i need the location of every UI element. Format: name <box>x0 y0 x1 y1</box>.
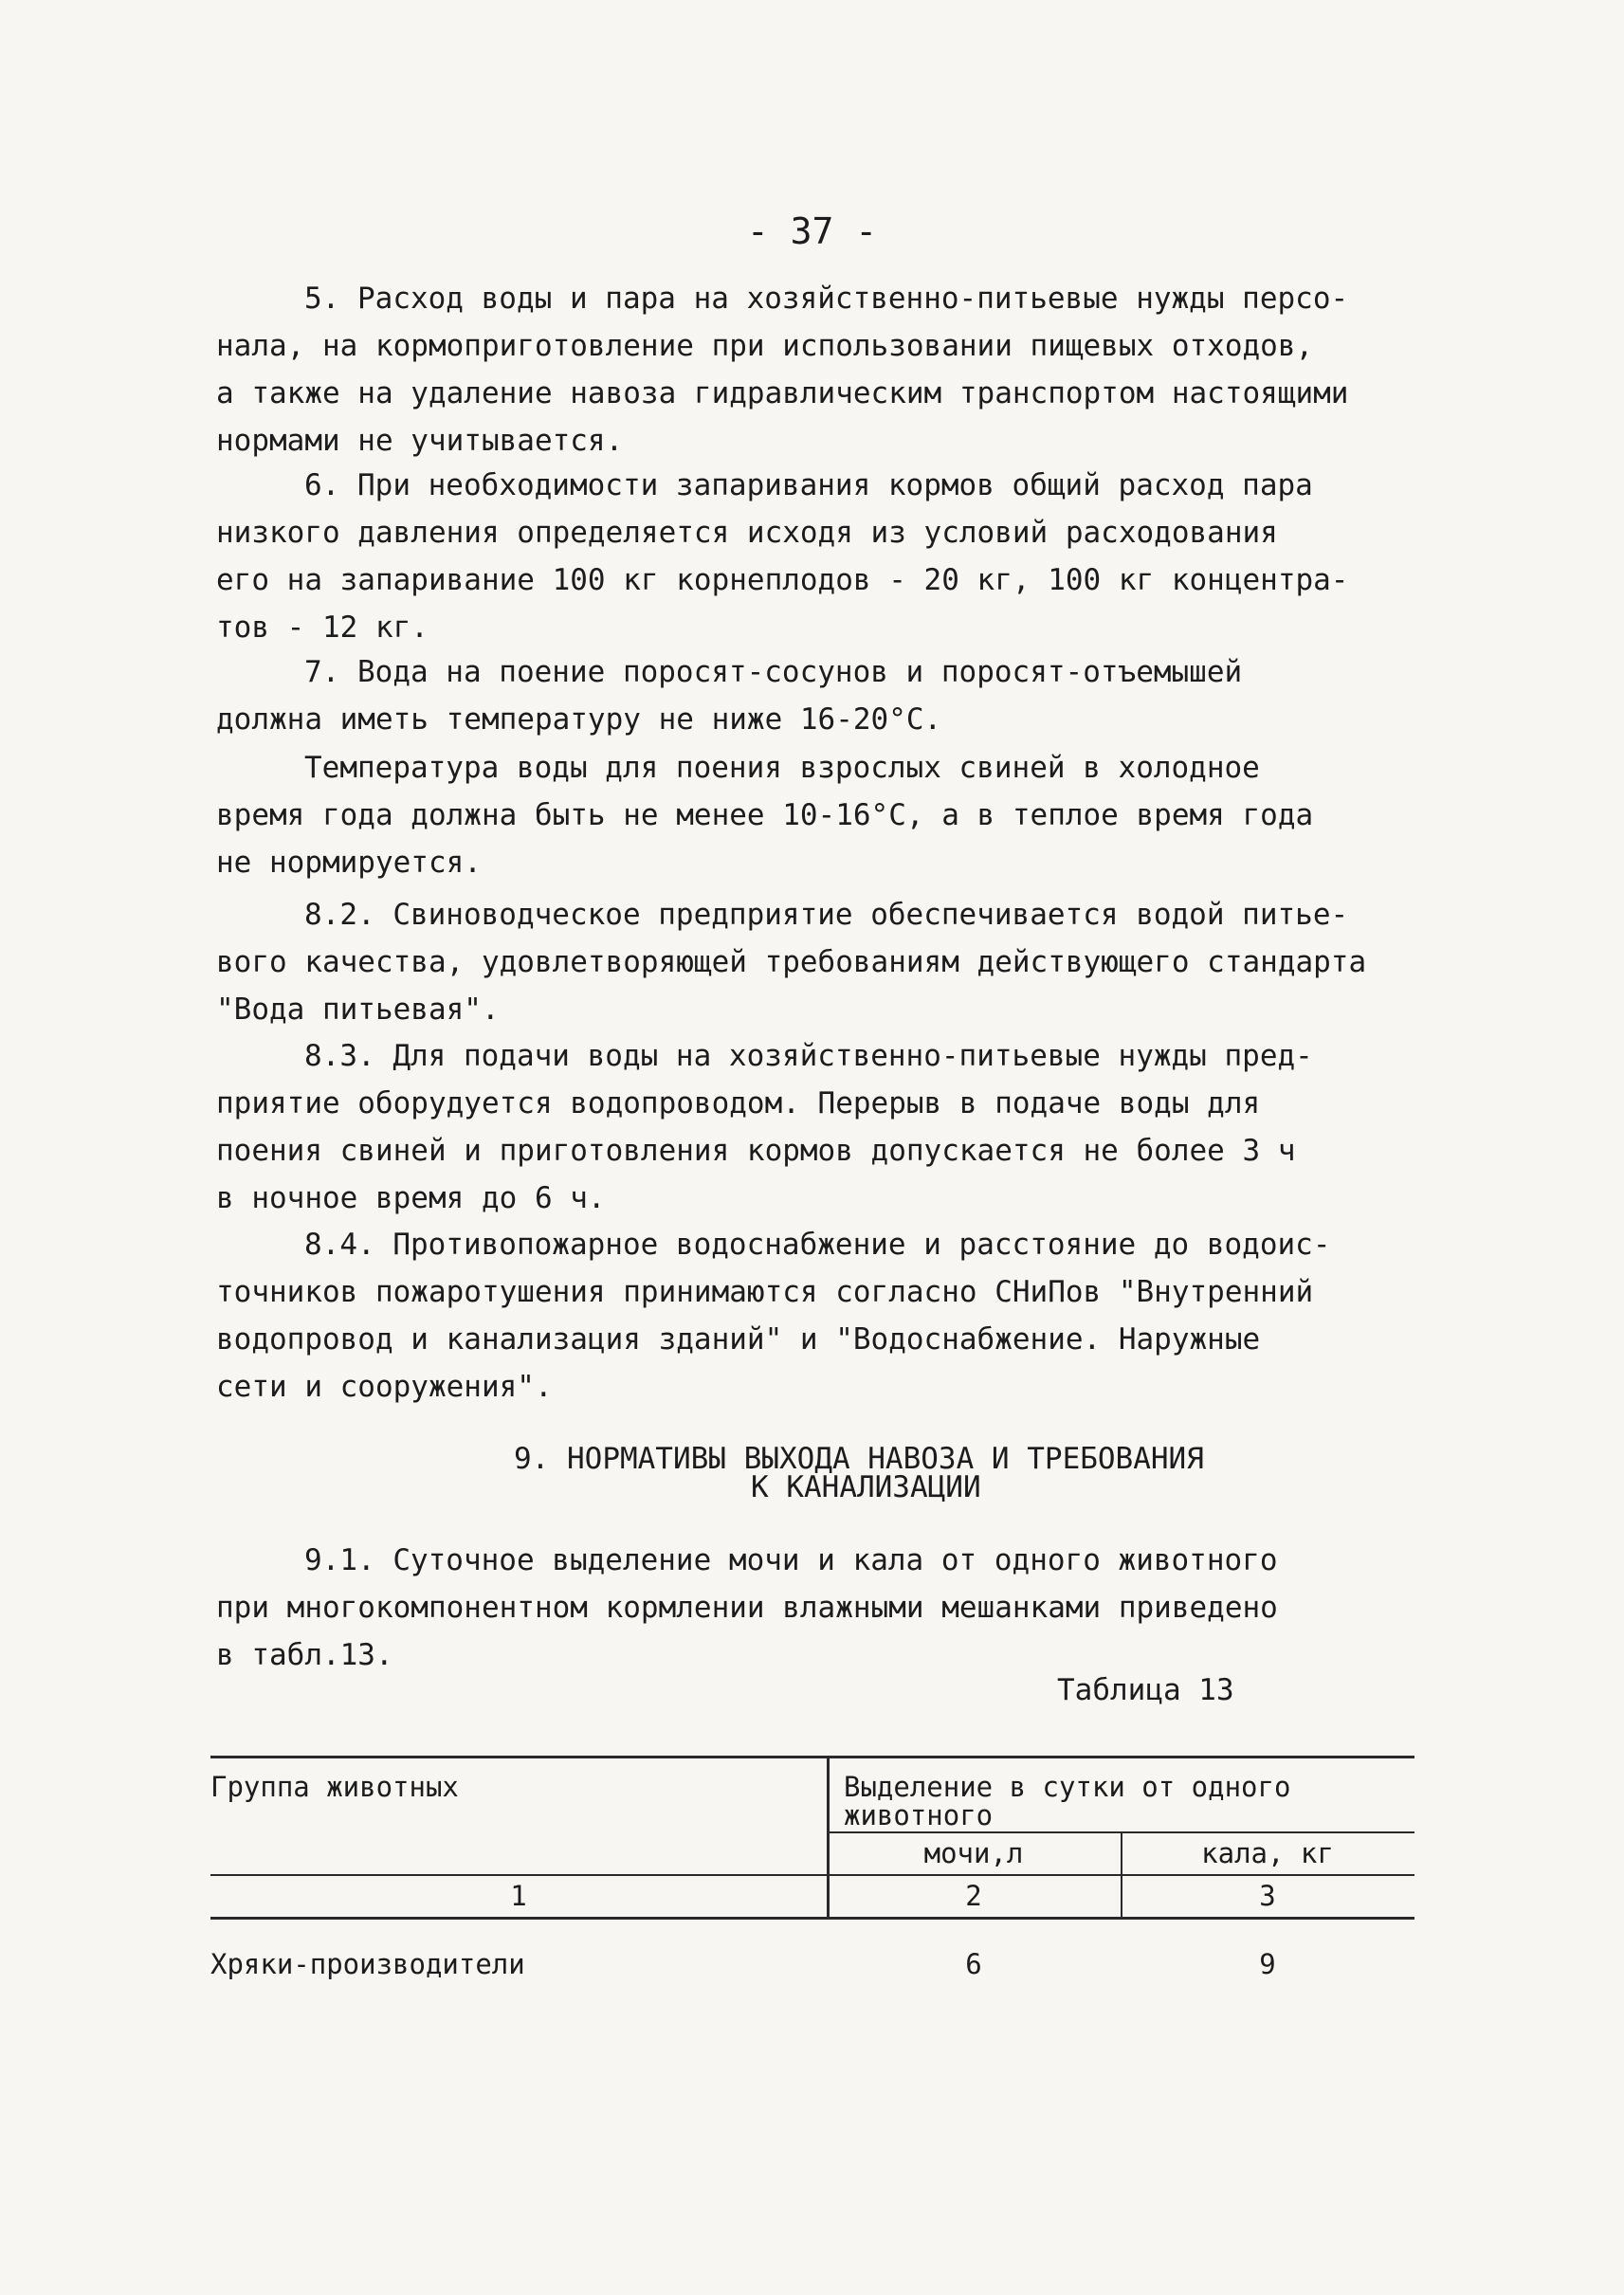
heading-line-1: 9. НОРМАТИВЫ ВЫХОДА НАВОЗА И ТРЕБОВАНИЯ <box>514 1442 1204 1476</box>
table-13 <box>210 1756 1414 1934</box>
header-rule <box>210 1874 1414 1876</box>
paragraph-line: 8.2. Свиноводческое предприятие обеспечивается водой питье- <box>304 898 1349 932</box>
row-group: Хряки-производители <box>210 1948 525 1980</box>
paragraph-line: в ночное время до 6 ч. <box>216 1181 606 1215</box>
section-heading <box>216 1442 1430 1504</box>
row-urine: 6 <box>965 1948 982 1980</box>
paragraph-line: 8.4. Противопожарное водоснабжение и расстояние до водоис- <box>304 1228 1331 1262</box>
paragraph-line: нормами не учитывается. <box>216 424 624 458</box>
paragraph-temperature <box>216 744 1430 886</box>
paragraph-8-3 <box>216 1032 1430 1222</box>
paragraph-8-2 <box>216 891 1430 1033</box>
paragraph-line: Температура воды для поения взрослых свиней в холодное <box>304 751 1260 785</box>
paragraph-line: приятие оборудуется водопроводом. Перерыв в подаче воды для <box>216 1086 1261 1120</box>
paragraph-line: в табл.13. <box>216 1638 393 1672</box>
paragraph-line: точников пожаротушения принимаются согласно СНиПов "Внутренний <box>216 1275 1314 1309</box>
paragraph-7 <box>216 648 1430 743</box>
table-caption: Таблица 13 <box>1057 1673 1234 1707</box>
table-top-rule <box>210 1756 1414 1758</box>
paragraph-line: не нормируется. <box>216 846 482 880</box>
paragraph-line: водопровод и канализация зданий" и "Водоснабжение. Наружные <box>216 1322 1261 1357</box>
paragraph-line: 7. Вода на поение поросят-сосунов и поросят-отъемышей <box>304 655 1243 689</box>
paragraph-line: тов - 12 кг. <box>216 610 429 645</box>
col-number-1: 1 <box>510 1880 527 1912</box>
number-row-rule <box>210 1917 1414 1920</box>
paragraph-line: "Вода питьевая". <box>216 993 500 1027</box>
page-number: - 37 - <box>746 210 878 252</box>
paragraph-9-1 <box>216 1537 1430 1679</box>
paragraph-line: сети и сооружения". <box>216 1370 553 1404</box>
paragraph-line: поения свиней и приготовления кормов допускается не более 3 ч <box>216 1134 1296 1168</box>
paragraph-line: должна иметь температуру не ниже 16-20°С. <box>216 702 942 737</box>
col-header-group: Группа животных <box>210 1771 459 1803</box>
paragraph-line: нала, на кормоприготовление при использовании пищевых отходов, <box>216 329 1314 363</box>
col-number-2: 2 <box>965 1880 982 1912</box>
paragraph-line: 8.3. Для подачи воды на хозяйственно-питьевые нужды пред- <box>304 1039 1313 1073</box>
col-header-feces: кала, кг <box>1201 1837 1334 1869</box>
paragraph-line: вого качества, удовлетворяющей требованиям действующего стандарта <box>216 945 1367 979</box>
paragraph-8-4 <box>216 1221 1430 1411</box>
paragraph-line: низкого давления определяется исходя из условий расходования <box>216 516 1278 550</box>
heading-line-2: К КАНАЛИЗАЦИИ <box>751 1470 981 1504</box>
paragraph-line: его на запаривание 100 кг корнеплодов - 20 кг, 100 кг концентра- <box>216 563 1349 597</box>
paragraph-5 <box>216 275 1430 464</box>
row-feces: 9 <box>1259 1948 1276 1980</box>
paragraph-line: время года должна быть не менее 10-16°С, а в теплое время года <box>216 798 1314 832</box>
col-header-output: Выделение в сутки от одного животного <box>844 1771 1291 1831</box>
paragraph-line: при многокомпонентном кормлении влажными мешанками приведено <box>216 1591 1278 1625</box>
paragraph-line: 9.1. Суточное выделение мочи и кала от одного животного <box>304 1543 1278 1577</box>
paragraph-line: а также на удаление навоза гидравлическим транспортом настоящими <box>216 376 1349 410</box>
paragraph-line: 6. При необходимости запаривания кормов общий расход пара <box>304 468 1313 502</box>
paragraph-line: 5. Расход воды и пара на хозяйственно-питьевые нужды персо- <box>304 282 1349 316</box>
col-header-urine: мочи,л <box>923 1837 1024 1869</box>
paragraph-6 <box>216 462 1430 651</box>
col-number-3: 3 <box>1259 1880 1276 1912</box>
